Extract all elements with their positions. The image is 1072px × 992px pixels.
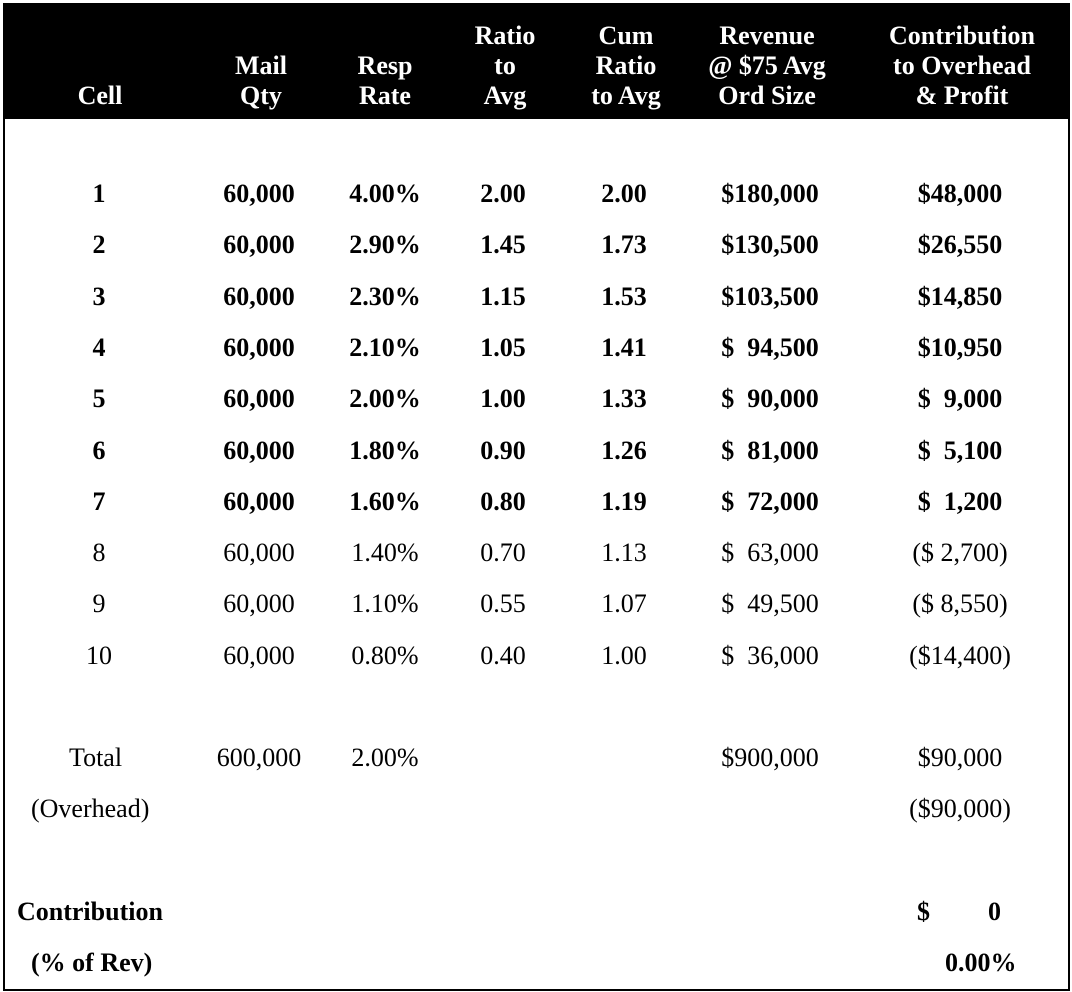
row-mail-qty: 60,000 (223, 384, 295, 413)
row-revenue: $ 90,000 (721, 384, 819, 413)
row-revenue: $ 81,000 (721, 436, 819, 465)
row-revenue: $103,500 (721, 282, 819, 311)
row-revenue: $180,000 (721, 179, 819, 208)
row-resp-rate: 0.80% (351, 641, 419, 670)
net-contribution-label: Contribution (17, 897, 163, 926)
row-resp-rate: 1.80% (349, 436, 421, 465)
row-resp-rate: 4.00% (349, 179, 421, 208)
row-cum-ratio: 1.53 (601, 282, 647, 311)
row-revenue: $130,500 (721, 230, 819, 259)
pct-of-rev-label: (% of Rev) (31, 948, 153, 977)
row-contribution: ($ 8,550) (912, 589, 1008, 618)
row-cell-number: 9 (92, 589, 106, 618)
row-mail-qty: 60,000 (223, 589, 295, 618)
row-mail-qty: 60,000 (223, 179, 295, 208)
total-mail-qty: 600,000 (216, 743, 302, 772)
row-cum-ratio: 1.26 (601, 436, 647, 465)
row-ratio-to-avg: 0.55 (480, 589, 526, 618)
row-cell-number: 3 (92, 282, 106, 311)
row-cell-number: 7 (92, 487, 106, 516)
row-revenue: $ 49,500 (721, 589, 819, 618)
row-contribution: $48,000 (917, 179, 1003, 208)
row-cum-ratio: 1.00 (601, 641, 647, 670)
row-contribution: $14,850 (917, 282, 1003, 311)
contribution-table (3, 3, 1070, 991)
row-mail-qty: 60,000 (223, 282, 295, 311)
row-ratio-to-avg: 2.00 (480, 179, 526, 208)
row-cum-ratio: 1.19 (601, 487, 647, 516)
row-ratio-to-avg: 1.15 (480, 282, 526, 311)
total-revenue: $900,000 (721, 743, 819, 772)
row-resp-rate: 2.30% (349, 282, 421, 311)
header-cum-ratio: Cum Ratio to Avg (591, 21, 661, 110)
row-resp-rate: 1.40% (351, 538, 419, 567)
row-contribution: ($14,400) (909, 641, 1011, 670)
row-cum-ratio: 1.33 (601, 384, 647, 413)
net-contribution-value: 0 (988, 897, 1001, 926)
pct-of-rev-value: 0.00% (945, 948, 1017, 977)
row-contribution: $ 5,100 (917, 436, 1003, 465)
row-resp-rate: 2.10% (349, 333, 421, 362)
total-contribution: $90,000 (917, 743, 1003, 772)
row-cell-number: 5 (92, 384, 106, 413)
row-revenue: $ 36,000 (721, 641, 819, 670)
row-cell-number: 4 (92, 333, 106, 362)
table-header (5, 5, 1068, 119)
row-contribution: $10,950 (917, 333, 1003, 362)
row-revenue: $ 94,500 (721, 333, 819, 362)
row-mail-qty: 60,000 (223, 436, 295, 465)
row-cell-number: 1 (92, 179, 106, 208)
row-mail-qty: 60,000 (223, 641, 295, 670)
row-cell-number: 8 (92, 538, 106, 567)
row-resp-rate: 2.90% (349, 230, 421, 259)
row-cum-ratio: 1.07 (601, 589, 647, 618)
header-cell: Cell (77, 81, 123, 110)
net-contribution-currency: $ (917, 897, 930, 926)
row-ratio-to-avg: 0.80 (480, 487, 526, 516)
row-cell-number: 6 (92, 436, 106, 465)
row-cell-number: 2 (92, 230, 106, 259)
row-revenue: $ 63,000 (721, 538, 819, 567)
header-resp-rate: Resp Rate (357, 51, 413, 110)
row-ratio-to-avg: 1.00 (480, 384, 526, 413)
row-contribution: ($ 2,700) (912, 538, 1008, 567)
overhead-value: ($90,000) (909, 794, 1011, 823)
header-contribution: Contribution to Overhead & Profit (889, 21, 1035, 110)
row-contribution: $26,550 (917, 230, 1003, 259)
row-contribution: $ 9,000 (917, 384, 1003, 413)
overhead-label: (Overhead) (31, 794, 150, 823)
row-mail-qty: 60,000 (223, 487, 295, 516)
row-resp-rate: 1.60% (349, 487, 421, 516)
row-ratio-to-avg: 1.45 (480, 230, 526, 259)
row-resp-rate: 1.10% (351, 589, 419, 618)
header-mail-qty: Mail Qty (235, 51, 287, 110)
total-resp-rate: 2.00% (351, 743, 419, 772)
row-ratio-to-avg: 0.70 (480, 538, 526, 567)
row-contribution: $ 1,200 (917, 487, 1003, 516)
row-cum-ratio: 1.41 (601, 333, 647, 362)
row-ratio-to-avg: 1.05 (480, 333, 526, 362)
row-ratio-to-avg: 0.90 (480, 436, 526, 465)
row-cell-number: 10 (86, 641, 112, 670)
row-revenue: $ 72,000 (721, 487, 819, 516)
row-cum-ratio: 1.13 (601, 538, 647, 567)
header-revenue: Revenue @ $75 Avg Ord Size (708, 21, 826, 110)
row-cum-ratio: 2.00 (601, 179, 647, 208)
row-mail-qty: 60,000 (223, 538, 295, 567)
header-ratio-avg: Ratio to Avg (474, 21, 536, 110)
row-resp-rate: 2.00% (349, 384, 421, 413)
total-label: Total (69, 743, 123, 772)
row-mail-qty: 60,000 (223, 230, 295, 259)
row-mail-qty: 60,000 (223, 333, 295, 362)
row-cum-ratio: 1.73 (601, 230, 647, 259)
row-ratio-to-avg: 0.40 (480, 641, 526, 670)
